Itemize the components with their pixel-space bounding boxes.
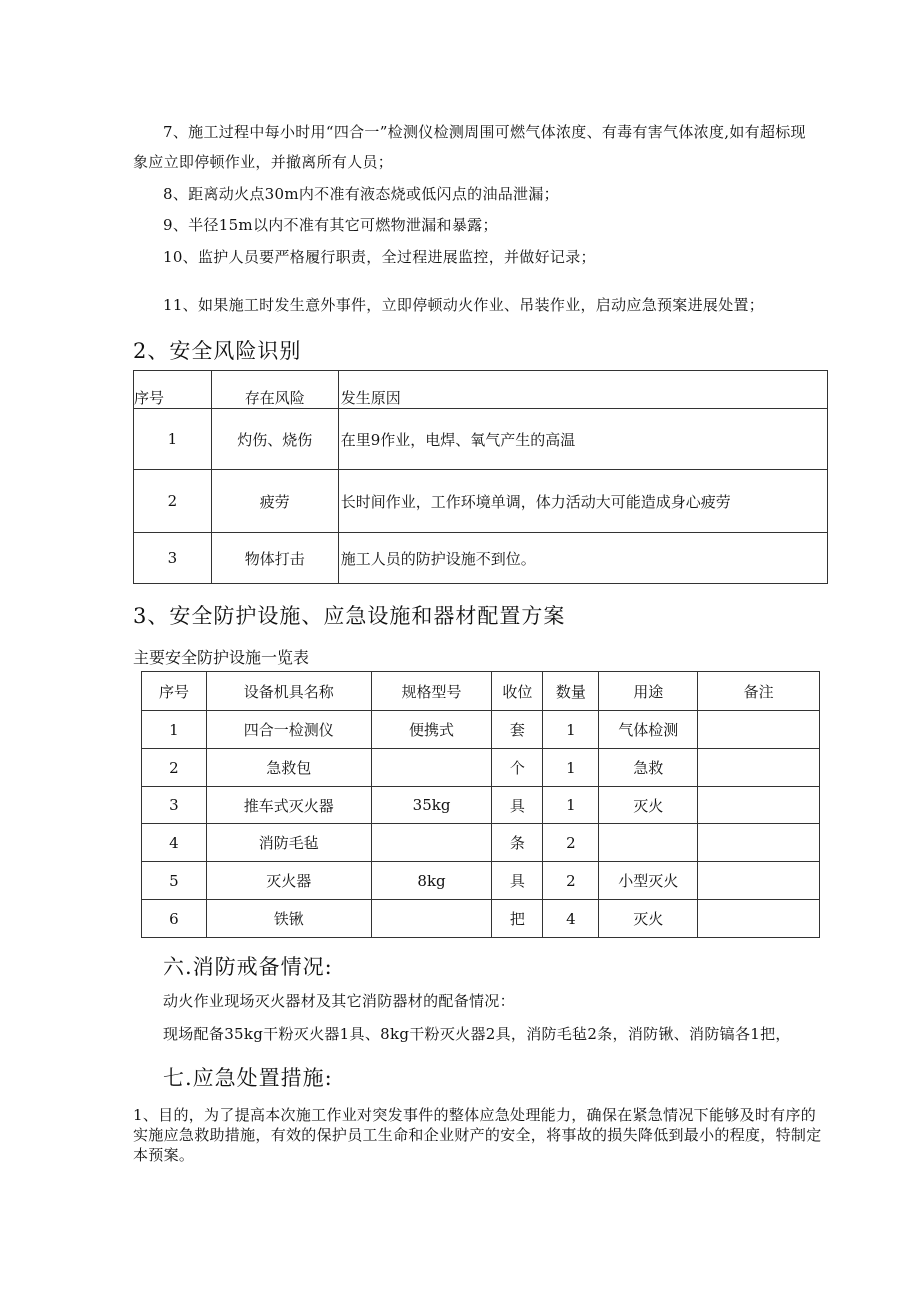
equip-cell-qty: 2 xyxy=(543,862,599,900)
equip-cell-unit: 把 xyxy=(492,900,543,938)
equip-cell-qty: 1 xyxy=(543,787,599,824)
equip-cell-remark xyxy=(698,862,820,900)
equip-cell-remark xyxy=(698,749,820,787)
item-10: 10、监护人员要严格履行职责，全过程进展监控，并做好记录； xyxy=(163,248,596,266)
equip-cell-use: 气体检测 xyxy=(599,711,698,749)
section7-line2: 实施应急救助措施，有效的保护员工生命和企业财产的安全，将事故的损失降低到最小的程度，特制定 xyxy=(133,1126,822,1144)
risk-cell-no: 1 xyxy=(134,409,212,470)
risk-cell-cause: 施工人员的防护设施不到位。 xyxy=(338,533,827,584)
equip-cell-remark xyxy=(698,900,820,938)
risk-table-header-row xyxy=(134,371,828,409)
section7-line1: 1、目的，为了提高本次施工作业对突发事件的整体应急处理能力，确保在紧急情况下能够及时有序的 xyxy=(133,1106,817,1124)
equip-cell-unit: 条 xyxy=(492,824,543,862)
item-11: 11、如果施工时发生意外事件，立即停顿动火作业、吊装作业，启动应急预案进展处置； xyxy=(163,296,765,314)
equip-cell-no: 5 xyxy=(142,862,207,900)
equip-cell-unit: 套 xyxy=(492,711,543,749)
table-row xyxy=(142,900,820,938)
equip-header-no: 序号 xyxy=(142,672,207,711)
equip-cell-no: 4 xyxy=(142,824,207,862)
equip-cell-unit: 具 xyxy=(492,787,543,824)
equip-cell-remark xyxy=(698,711,820,749)
equip-cell-spec: 35kg xyxy=(371,787,492,824)
risk-table xyxy=(133,370,828,584)
equip-cell-qty: 2 xyxy=(543,824,599,862)
equip-table-header-row xyxy=(142,672,820,711)
table-row xyxy=(134,470,828,533)
item-8: 8、距离动火点30m内不准有液态烧或低闪点的油品泄漏； xyxy=(163,185,559,203)
table-row xyxy=(134,533,828,584)
equip-cell-name: 消防毛毡 xyxy=(206,824,371,862)
risk-cell-cause: 长时间作业，工作环境单调，体力活动大可能造成身心疲劳 xyxy=(338,470,827,533)
risk-cell-no: 3 xyxy=(134,533,212,584)
table-row xyxy=(142,787,820,824)
risk-cell-cause: 在里9作业，电焊、氧气产生的高温 xyxy=(338,409,827,470)
equip-cell-qty: 1 xyxy=(543,711,599,749)
equip-cell-qty: 1 xyxy=(543,749,599,787)
risk-header-risk: 存在风险 xyxy=(211,371,338,409)
equip-header-name: 设备机具名称 xyxy=(206,672,371,711)
equip-cell-spec: 8kg xyxy=(371,862,492,900)
equip-cell-remark xyxy=(698,824,820,862)
equipment-table xyxy=(141,671,820,938)
equip-cell-name: 急救包 xyxy=(206,749,371,787)
table-row xyxy=(142,824,820,862)
table-row xyxy=(142,862,820,900)
equip-cell-no: 1 xyxy=(142,711,207,749)
risk-cell-no: 2 xyxy=(134,470,212,533)
item-9: 9、半径15m以内不准有其它可燃物泄漏和暴露； xyxy=(163,216,498,234)
section6-line2: 现场配备35kg干粉灭火器1具、8kg干粉灭火器2具，消防毛毡2条，消防锹、消防镐各1把， xyxy=(163,1025,791,1043)
risk-cell-risk: 灼伤、烧伤 xyxy=(211,409,338,470)
equipment-table-caption: 主要安全防护设施一览表 xyxy=(133,648,310,667)
equip-cell-remark xyxy=(698,787,820,824)
item-7-line2: 象应立即停顿作业，并撤离所有人员； xyxy=(133,153,394,171)
section2-title: 2、安全风险识别 xyxy=(133,339,302,363)
equip-cell-name: 推车式灭火器 xyxy=(206,787,371,824)
risk-header-no: 序号 xyxy=(134,371,212,409)
equip-cell-qty: 4 xyxy=(543,900,599,938)
equip-cell-name: 四合一检测仪 xyxy=(206,711,371,749)
equip-header-unit: 收位 xyxy=(492,672,543,711)
equip-cell-spec xyxy=(371,749,492,787)
equip-cell-no: 6 xyxy=(142,900,207,938)
equip-cell-use: 急救 xyxy=(599,749,698,787)
equip-cell-name: 灭火器 xyxy=(206,862,371,900)
section3-title: 3、安全防护设施、应急设施和器材配置方案 xyxy=(133,604,566,628)
table-row xyxy=(134,409,828,470)
equip-header-remark: 备注 xyxy=(698,672,820,711)
equip-cell-spec xyxy=(371,900,492,938)
equip-header-spec: 规格型号 xyxy=(371,672,492,711)
equip-cell-unit: 具 xyxy=(492,862,543,900)
equip-cell-use: 灭火 xyxy=(599,787,698,824)
equip-header-qty: 数量 xyxy=(543,672,599,711)
equip-cell-unit: 个 xyxy=(492,749,543,787)
risk-cell-risk: 疲劳 xyxy=(211,470,338,533)
risk-header-cause: 发生原因 xyxy=(338,371,827,409)
equip-cell-use xyxy=(599,824,698,862)
equip-cell-use: 灭火 xyxy=(599,900,698,938)
equip-cell-no: 3 xyxy=(142,787,207,824)
equip-cell-no: 2 xyxy=(142,749,207,787)
equip-cell-name: 铁锹 xyxy=(206,900,371,938)
equip-header-use: 用途 xyxy=(599,672,698,711)
section6-line1: 动火作业现场灭火器材及其它消防器材的配备情况： xyxy=(163,992,515,1010)
section6-title: 六.消防戒备情况: xyxy=(163,955,333,979)
risk-cell-risk: 物体打击 xyxy=(211,533,338,584)
equip-cell-spec: 便携式 xyxy=(371,711,492,749)
table-row xyxy=(142,749,820,787)
table-row xyxy=(142,711,820,749)
section7-line3: 本预案。 xyxy=(133,1146,195,1164)
section7-title: 七.应急处置措施: xyxy=(163,1066,333,1090)
equip-cell-spec xyxy=(371,824,492,862)
item-7-line1: 7、施工过程中每小时用“四合一”检测仪检测周围可燃气体浓度、有毒有害气体浓度,如有超标现 xyxy=(163,123,806,141)
equip-cell-use: 小型灭火 xyxy=(599,862,698,900)
